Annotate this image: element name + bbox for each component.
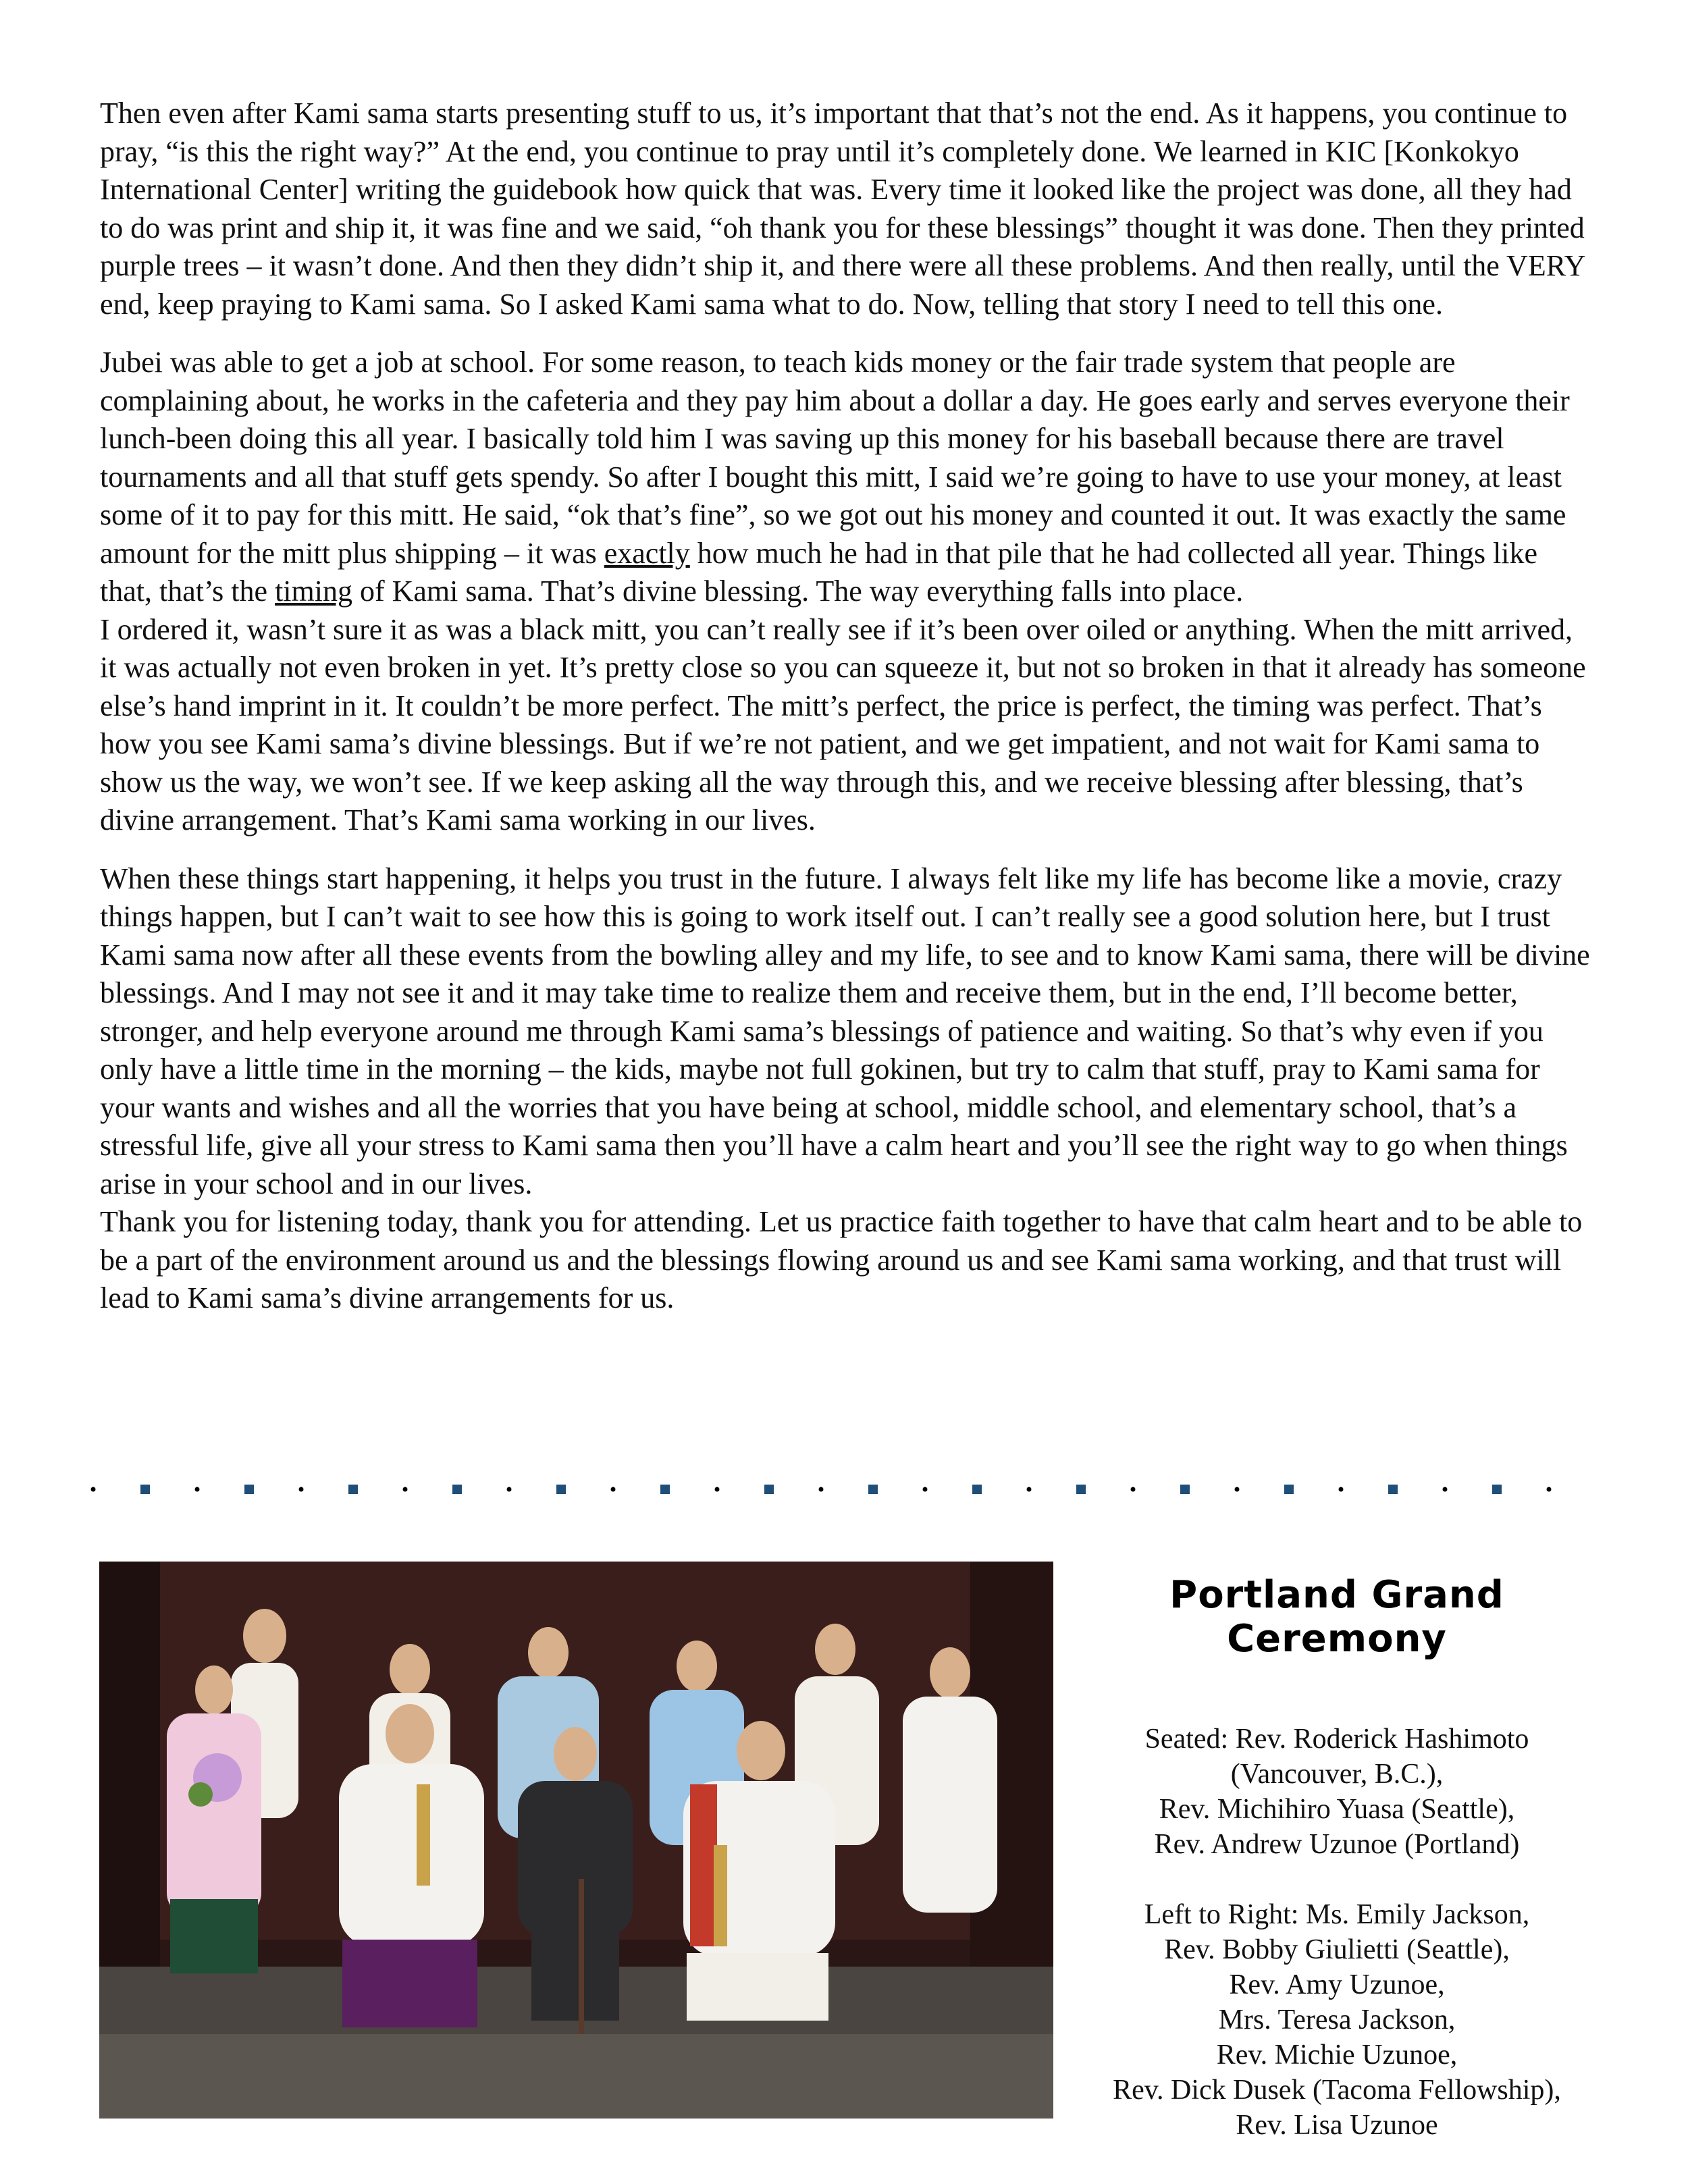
divider-dot	[91, 1487, 96, 1492]
divider-dot	[507, 1487, 512, 1492]
divider-square	[556, 1485, 566, 1494]
paragraph-4: When these things start happening, it helps you trust in the future. I always felt like my life has become like a movie, crazy things happen, but I can’t wait to see how this is going to work itself out. I can’t really see a good solution here, but I trust Kami sama now after all these events from the bowling alley and my life, to see and to know Kami sama, there will be divine blessings. And I may not see it and it may take time to realize them and receive them, but in the end, I’ll become better, stronger, and help everyone around me through Kami sama’s blessings of patience and waiting. So that’s why even if you only have a little time in the morning – the kids, maybe not full gokinen, but try to calm that stuff, pray to Kami sama for your wants and wishes and all the worries that you have being at school, middle school, and elementary school, that’s a stressful life, give all your stress to Kami sama then you’ll have a calm heart and you’ll see the right way to go when things arise in your school and in our lives.	[100, 861, 1590, 1200]
divider-square	[1076, 1485, 1086, 1494]
caption-seated-line: Rev. Andrew Uzunoe (Portland)	[1154, 1829, 1520, 1860]
divider-square	[1388, 1485, 1398, 1494]
divider-dot	[1027, 1487, 1032, 1492]
divider-square	[1180, 1485, 1190, 1494]
divider-dot	[611, 1487, 616, 1492]
divider-square	[1284, 1485, 1294, 1494]
caption-seated-line: Rev. Michihiro Yuasa (Seattle),	[1159, 1794, 1515, 1825]
caption-title: Portland Grand Ceremony	[1169, 1573, 1504, 1661]
divider-square	[348, 1485, 358, 1494]
divider-dot	[195, 1487, 200, 1492]
dotted-divider	[81, 1483, 1566, 1496]
divider-square	[972, 1485, 982, 1494]
paragraph-5: Thank you for listening today, thank you for attending. Let us practice faith together to have that calm heart and to be able to be a part of the environment around us and the blessings flowing around us and see Kami sama working, and that trust will lead to Kami sama’s divine arrangements for us.	[100, 1205, 1583, 1314]
article-body	[100, 95, 1592, 1318]
divider-dot	[819, 1487, 824, 1492]
divider-dot	[1443, 1487, 1448, 1492]
divider-dot	[715, 1487, 720, 1492]
divider-square	[660, 1485, 670, 1494]
divider-square	[140, 1485, 150, 1494]
divider-dot	[403, 1487, 408, 1492]
divider-square	[868, 1485, 878, 1494]
divider-square	[244, 1485, 254, 1494]
divider-dot	[1339, 1487, 1344, 1492]
caption-seated-line: (Vancouver, B.C.),	[1230, 1759, 1444, 1790]
divider-dot	[1131, 1487, 1136, 1492]
caption-ltr-line: Rev. Michie Uzunoe,	[1216, 2040, 1458, 2071]
divider-dot	[1547, 1487, 1552, 1492]
paragraph-2-part-c: of Kami sama. That’s divine blessing. The way everything falls into place.	[352, 575, 1244, 608]
caption-ltr-line: Mrs. Teresa Jackson,	[1218, 2004, 1456, 2035]
paragraph-2	[100, 344, 1592, 611]
caption-ltr-line: Rev. Lisa Uzunoe	[1236, 2110, 1438, 2141]
underlined-timing: timing	[275, 575, 352, 608]
group-photo-illustration	[99, 1562, 1053, 2119]
caption-ltr-line: Left to Right: Ms. Emily Jackson,	[1144, 1899, 1530, 1930]
divider-dot	[923, 1487, 928, 1492]
paragraph-2-part-b: how much he had in that pile that he had collected all year. Things like that, that’s the	[100, 536, 1538, 608]
divider-square	[1492, 1485, 1502, 1494]
caption-ltr-line: Rev. Amy Uzunoe,	[1229, 1969, 1445, 2000]
photo-caption	[1074, 1573, 1600, 2143]
caption-seated	[1074, 1722, 1600, 1862]
divider-square	[764, 1485, 774, 1494]
divider-dot	[299, 1487, 304, 1492]
group-photo	[99, 1562, 1053, 2119]
divider-dot	[1235, 1487, 1240, 1492]
paragraph-3: I ordered it, wasn’t sure it as was a black mitt, you can’t really see if it’s been over oiled or anything. When the mitt arrived, it was actually not even broken in yet. It’s pretty close so you can squeeze it, but not so broken in that it already has someone else’s hand imprint in it. It couldn’t be more perfect. The mitt’s perfect, the price is perfect, the timing was perfect. That’s how you see Kami sama’s divine blessings. But if we’re not patient, and we get impatient, and not wait for Kami sama to show us the way, we won’t see. If we keep asking all the way through this, and we receive blessing after blessing, that’s divine arrangement. That’s Kami sama working in our lives.	[100, 612, 1586, 836]
underlined-exactly: exactly	[604, 536, 690, 570]
paragraph-1: Then even after Kami sama starts presenting stuff to us, it’s important that that’s not the end. As it happens, you continue to pray, “is this the right way?” At the end, you continue to pray until it’s completely done. We learned in KIC [Konkokyo International Center] writing the guidebook how quick that was. Every time it looked like the project was done, all they had to do was print and ship it, it was fine and we said, “oh thank you for these blessings” thought it was done. Then they printed purple trees – it wasn’t done. And then they didn’t ship it, and there were all these problems. And then really, until the VERY end, keep praying to Kami sama. So I asked Kami sama what to do. Now, telling that story I need to tell this one.	[100, 97, 1585, 321]
paragraph-2-part-a: Jubei was able to get a job at school. For some reason, to teach kids money or the fair trade system that people are complaining about, he works in the cafeteria and they pay him about a dollar a day. He goes early and serves everyone their lunch-been doing this all year. I basically told him I was saving up this money for his baseball because there are travel tournaments and all that stuff gets spendy. So after I bought this mitt, I said we’re going to have to use your money, at least some of it to pay for this mitt. He said, “ok that’s fine”, so we got out his money and counted it out. It was exactly the same amount for the mitt plus shipping – it was	[100, 346, 1570, 570]
caption-left-to-right	[1074, 1897, 1600, 2143]
caption-ltr-line: Rev. Bobby Giulietti (Seattle),	[1164, 1934, 1510, 1965]
divider-square	[452, 1485, 462, 1494]
caption-ltr-line: Rev. Dick Dusek (Tacoma Fellowship),	[1113, 2075, 1561, 2106]
caption-seated-line: Seated: Rev. Roderick Hashimoto	[1144, 1724, 1529, 1755]
